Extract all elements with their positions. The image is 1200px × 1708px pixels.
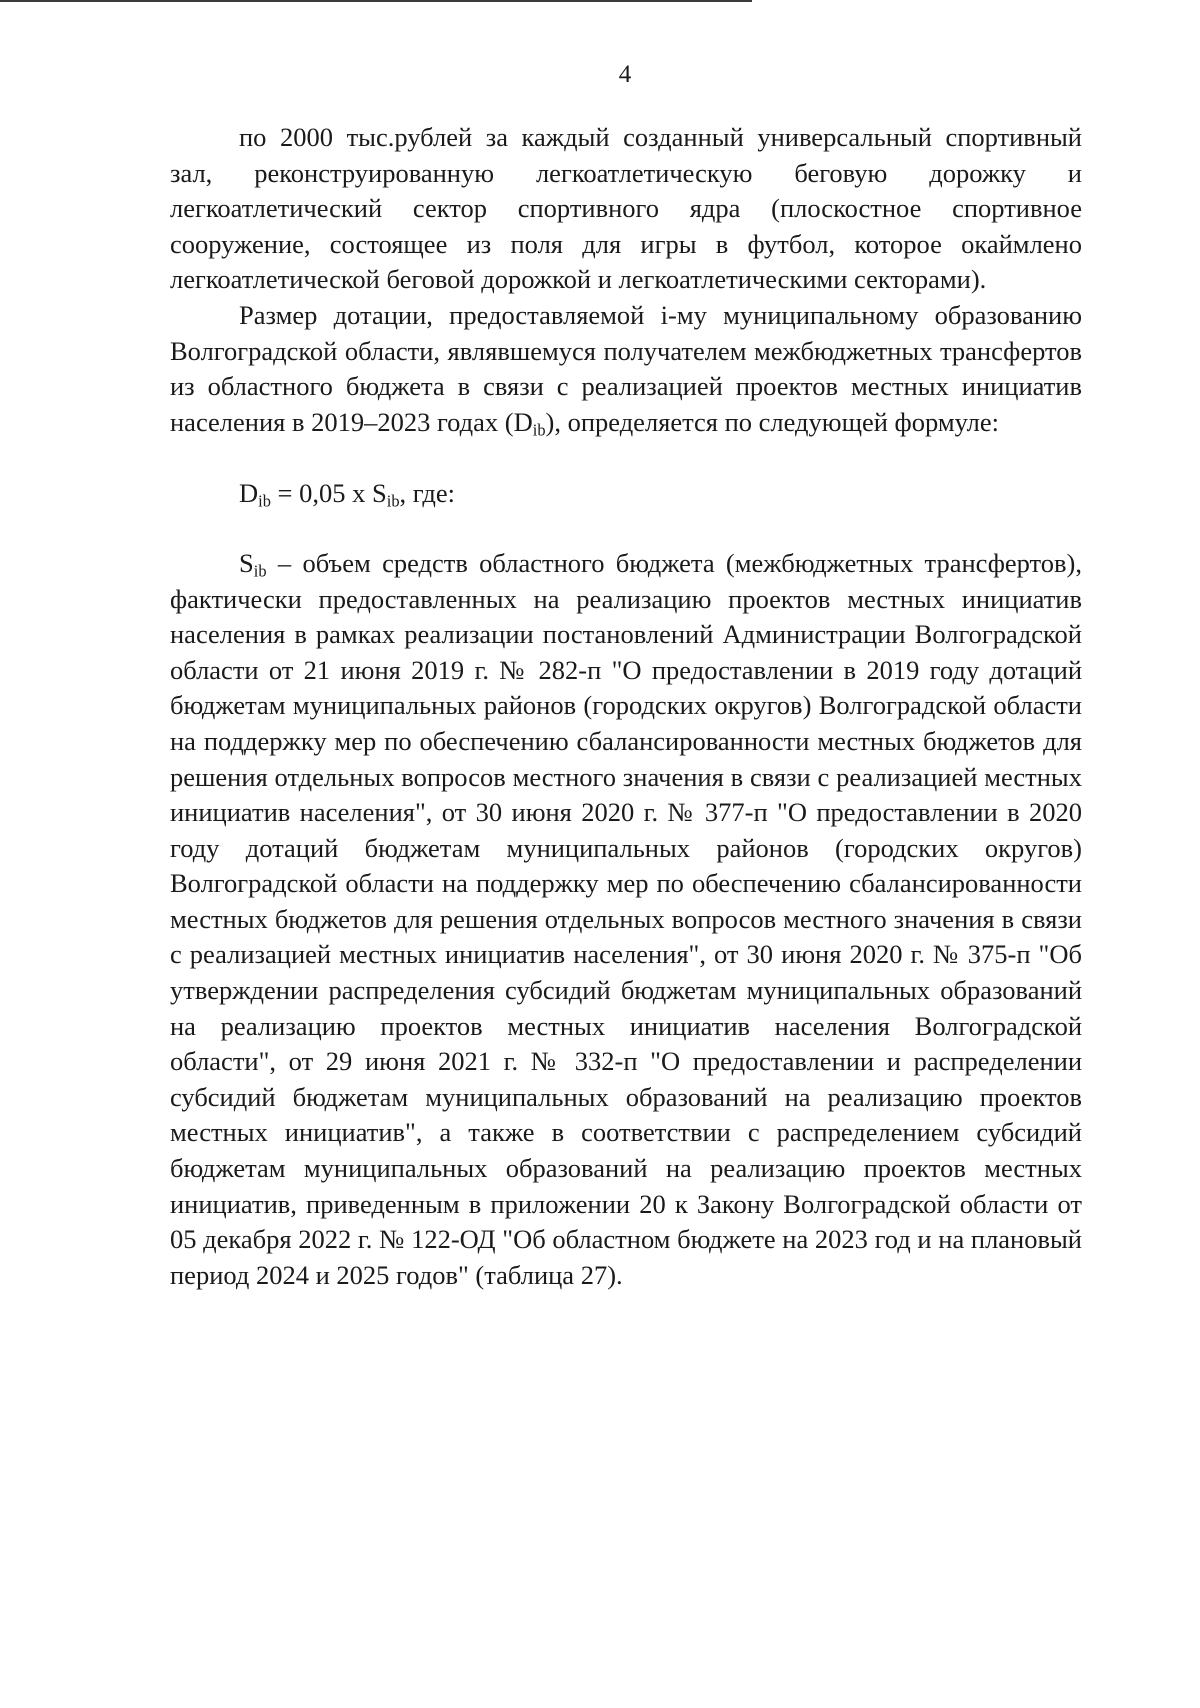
formula-tail: , где:: [399, 478, 455, 509]
paragraph-subsidy-text: Размер дотации, предоставляемой i-му муниципальному образованию Волгоградской области, являвшемуся получателем межбюджетных трансфертов из областного бюджета в связи с реализацией проектов местных инициатив населения в 2019–2023 годах (: [170, 299, 1082, 437]
formula-rhs: S: [372, 478, 387, 509]
document-body: [170, 120, 1082, 1293]
definition-symbol: S: [239, 547, 254, 578]
formula-lhs: D: [239, 478, 259, 509]
definition-subscript: ib: [253, 561, 267, 581]
formula-operator: = 0,05 x: [270, 478, 372, 509]
formula-rhs-subscript: ib: [386, 491, 400, 511]
paragraph-variable-definition: [170, 546, 1082, 1293]
formula-lhs-subscript: ib: [258, 491, 271, 511]
formula: [170, 476, 1082, 512]
scan-edge-line: [0, 0, 752, 2]
variable-subscript: ib: [532, 420, 546, 440]
paragraph-subsidy-definition: [170, 298, 1082, 440]
definition-text: – объем средств областного бюджета (межбюджетных трансфертов), фактически предоставленных на реализацию проектов местных инициатив населения в рамках реализации постановлений Администрации Волгоградской области от 21 июня 2019 г. № 282-п "О предоставлении в 2019 году дотаций бюджетам муниципальных районов (городских округов) Волгоградской области на поддержку мер по обеспечению сбалансированности местных бюджетов для решения отдельных вопросов местного значения в связи с реализацией местных инициатив населения", от 30 июня 2020 г. № 377-п "О предоставлении в 2020 году дотаций бюджетам муниципальных районов (городских округов) Волгоградской области на поддержку мер по обеспечению сбалансированности местных бюджетов для решения отдельных вопросов местного значения в связи с реализацией местных инициатив населения", от 30 июня 2020 г. № 375-п "Об утверждении распределения субсидий бюджетам муниципальных образований на реализацию проектов местных инициатив населения Волгоградской области", от 29 июня 2021 г. № 332-п "О предоставлении и распределении субсидий бюджетам муниципальных образований на реализацию проектов местных инициатив", а также в соответствии с распределением субсидий бюджетам муниципальных образований на реализацию проектов местных инициатив, приведенным в приложении 20 к Закону Волгоградской области от 05 декабря 2022 г. № 122-ОД "Об областном бюджете на 2023 год и на плановый период 2024 и 2025 годов" (таблица 27).: [170, 547, 1082, 1290]
paragraph-grant-amount: по 2000 тыс.рублей за каждый созданный универсальный спортивный зал, реконструированную легкоатлетическую беговую дорожку и легкоатлетический сектор спортивного ядра (плоскостное спортивное сооружение, состоящее из поля для игры в футбол, которое окаймлено легкоатлетической беговой дорожкой и легкоатлетическими секторами).: [170, 122, 1082, 295]
variable-symbol: D: [513, 406, 533, 437]
page-number: 4: [618, 61, 632, 88]
paragraph-subsidy-tail: ), определяется по следующей формуле:: [545, 406, 1000, 437]
